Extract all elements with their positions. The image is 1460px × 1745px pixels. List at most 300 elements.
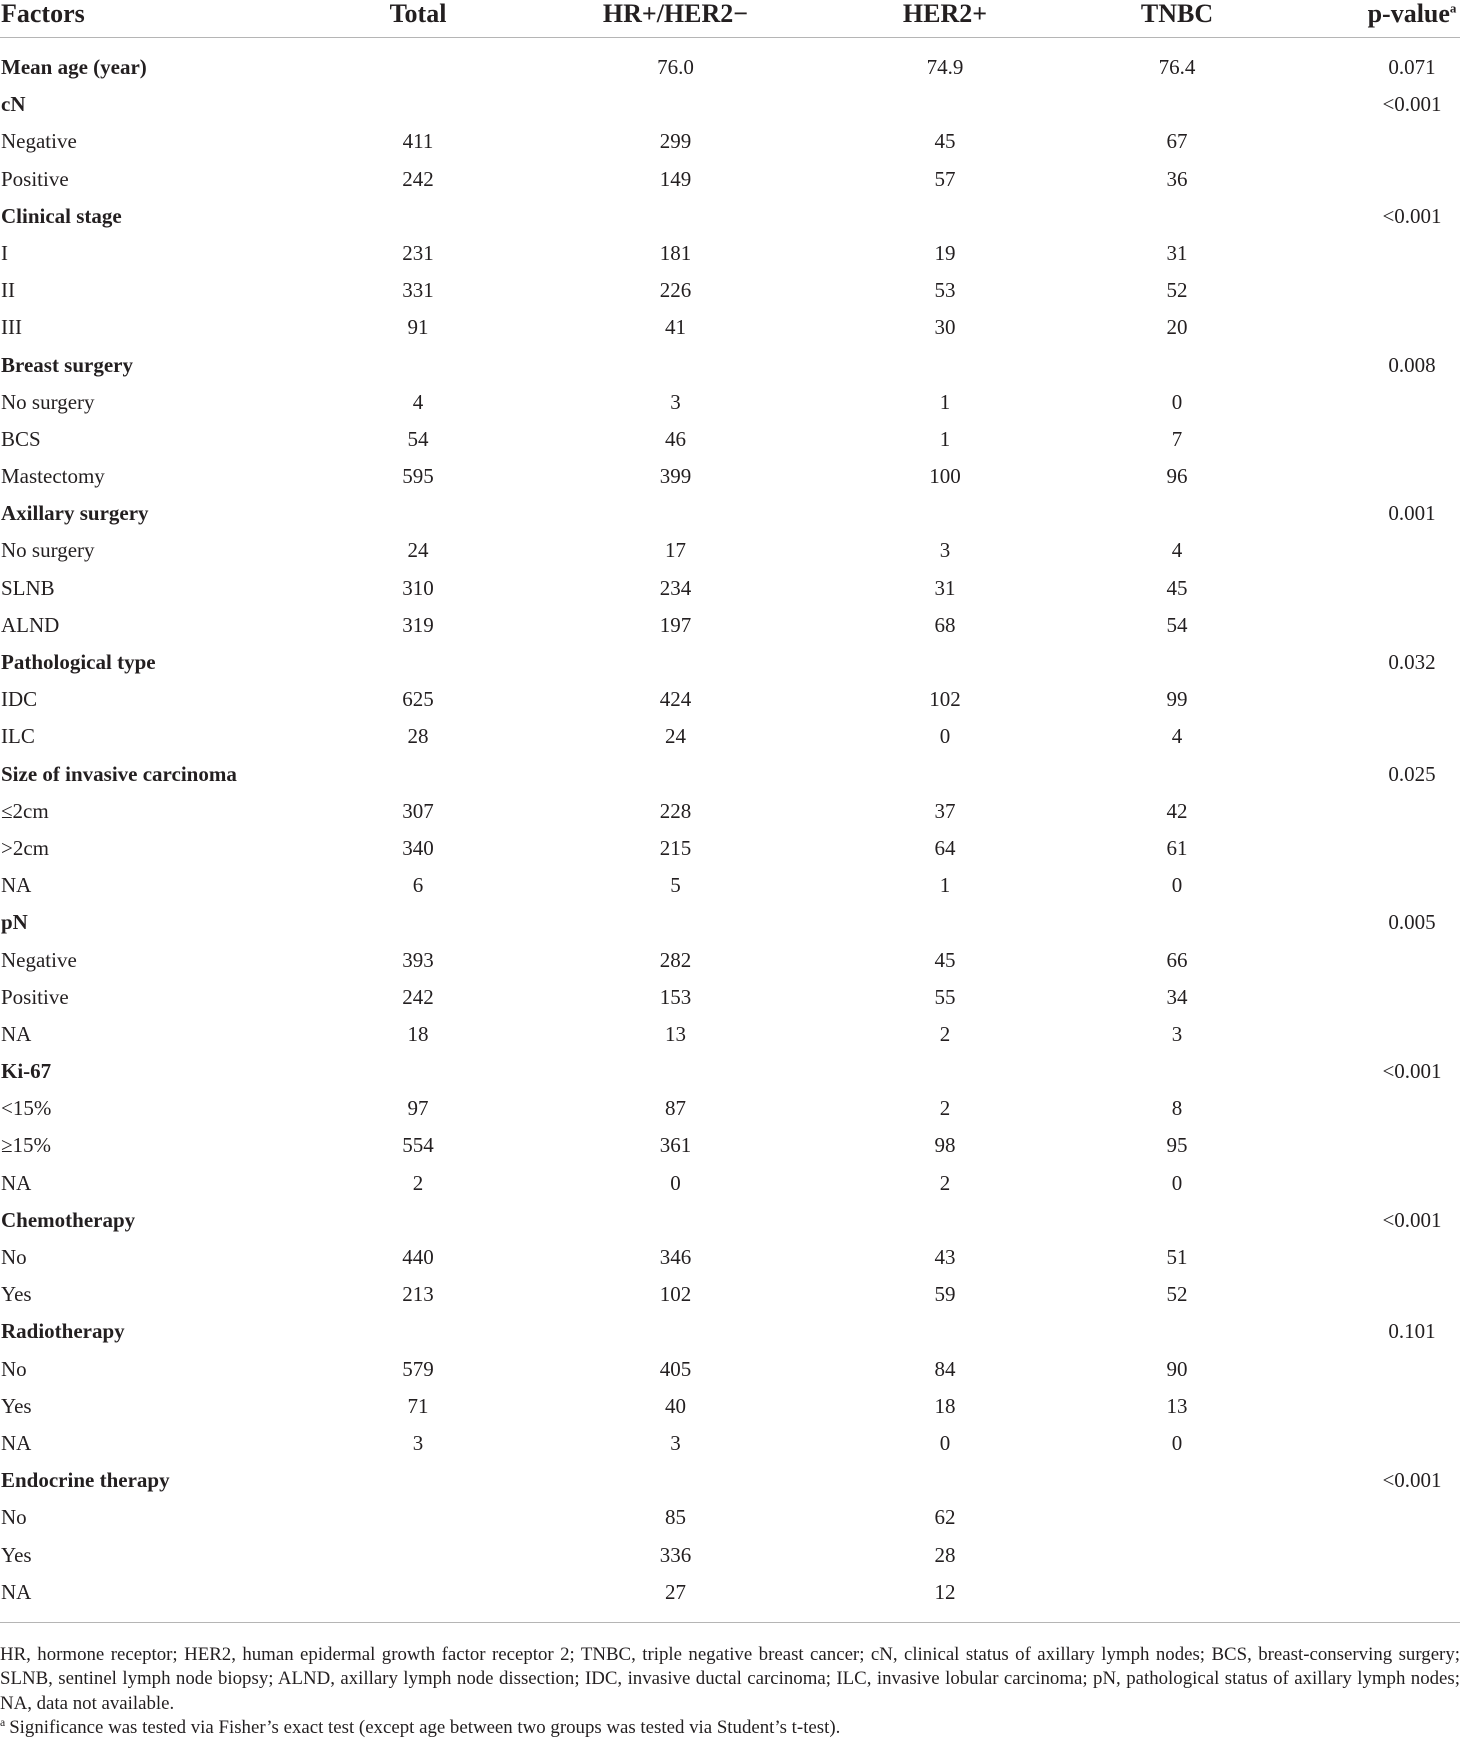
cell-total: 625 (402, 687, 434, 712)
cell-her2-pos (815, 1202, 1075, 1239)
cell-her2-pos: 0 (939, 724, 951, 749)
cell-total: 4 (412, 389, 424, 414)
cell-p-value (1279, 235, 1460, 272)
cell-tnbc: 0 (1171, 873, 1183, 898)
cell-total: 331 (402, 278, 434, 303)
table-group-row (0, 347, 1460, 384)
cell-p-value (1279, 272, 1460, 309)
cell-tnbc: 52 (1166, 278, 1188, 303)
table-row (0, 570, 1460, 607)
cell-p-value: 0.032 (1388, 650, 1436, 674)
cell-factor: NA (1, 1021, 32, 1046)
cell-hr-pos-her2-neg (536, 198, 815, 235)
cell-p-value (1279, 1090, 1460, 1127)
cell-tnbc: 31 (1166, 240, 1188, 265)
cell-hr-pos-her2-neg: 399 (659, 464, 692, 489)
cell-her2-pos (815, 198, 1075, 235)
cell-her2-pos: 68 (934, 612, 956, 637)
cell-hr-pos-her2-neg: 424 (659, 687, 692, 712)
cell-p-value (1279, 793, 1460, 830)
cell-her2-pos: 2 (939, 1096, 951, 1121)
cell-her2-pos (815, 644, 1075, 681)
cell-hr-pos-her2-neg: 149 (659, 166, 692, 191)
cell-factor: SLNB (1, 575, 55, 600)
cell-total (300, 198, 536, 235)
cell-her2-pos: 53 (934, 278, 956, 303)
cell-p-value (1279, 1499, 1460, 1536)
cell-total: 440 (402, 1245, 434, 1269)
cell-her2-pos: 18 (934, 1393, 956, 1418)
cell-her2-pos: 100 (929, 464, 961, 489)
cell-her2-pos: 2 (939, 1170, 951, 1195)
cell-hr-pos-her2-neg: 0 (670, 1170, 681, 1195)
footnote-text: Significance was tested via Fisher’s exact test (except age between two groups was tested via Student’s t-test). (9, 1717, 841, 1739)
cell-tnbc (1075, 1462, 1279, 1499)
cell-hr-pos-her2-neg: 197 (659, 612, 692, 637)
cell-her2-pos (815, 1313, 1075, 1350)
cell-her2-pos: 45 (934, 947, 956, 972)
column-header-her2-pos: HER2+ (902, 0, 988, 28)
cell-p-value: 0.001 (1388, 501, 1436, 526)
cell-hr-pos-her2-neg: 102 (659, 1282, 692, 1307)
cell-tnbc: 42 (1166, 798, 1188, 823)
cell-tnbc: 4 (1171, 724, 1183, 749)
cell-p-value (1279, 1425, 1460, 1462)
cell-her2-pos (815, 86, 1075, 123)
cell-tnbc (1075, 644, 1279, 681)
table-row (0, 1574, 1460, 1611)
cell-total: 393 (402, 947, 434, 972)
cell-factor: pN (1, 910, 28, 935)
cell-factor: >2cm (1, 835, 49, 860)
footnote-mark: a (0, 1715, 6, 1729)
cell-total: 242 (402, 166, 434, 191)
column-header-total: Total (389, 0, 447, 28)
cell-tnbc: 3 (1171, 1021, 1183, 1046)
table-row (0, 1499, 1460, 1536)
table-footnotes (0, 1643, 1460, 1741)
table-row (0, 830, 1460, 867)
cell-hr-pos-her2-neg: 87 (665, 1096, 686, 1121)
cell-hr-pos-her2-neg: 215 (659, 835, 692, 860)
cell-p-value (1279, 979, 1460, 1016)
cell-p-value (1279, 532, 1460, 569)
cell-tnbc (1075, 198, 1279, 235)
cell-hr-pos-her2-neg (536, 1313, 815, 1350)
cell-p-value (1279, 1165, 1460, 1202)
cell-tnbc: 66 (1166, 947, 1188, 972)
cell-factor: No (1, 1356, 27, 1381)
cell-tnbc (1075, 1313, 1279, 1350)
table-row (0, 384, 1460, 421)
cell-total (300, 1499, 536, 1536)
cell-her2-pos: 59 (934, 1282, 956, 1307)
cell-total: 319 (402, 612, 434, 637)
cell-her2-pos: 57 (934, 166, 956, 191)
cell-tnbc: 20 (1166, 315, 1188, 340)
cell-factor: BCS (1, 426, 41, 451)
cell-factor: Clinical stage (1, 203, 122, 228)
cell-hr-pos-her2-neg: 228 (659, 798, 692, 823)
cell-tnbc: 0 (1171, 1430, 1183, 1455)
cell-her2-pos (815, 1053, 1075, 1090)
table-row (0, 942, 1460, 979)
cell-hr-pos-her2-neg: 346 (659, 1245, 692, 1269)
cell-hr-pos-her2-neg: 17 (665, 538, 686, 563)
cell-her2-pos: 62 (934, 1505, 956, 1530)
table-row (0, 1239, 1460, 1276)
cell-p-value: <0.001 (1382, 1059, 1442, 1084)
cell-p-value (1279, 384, 1460, 421)
table-row (0, 979, 1460, 1016)
cell-tnbc (1075, 1202, 1279, 1239)
cell-her2-pos: 45 (934, 129, 956, 154)
cell-total: 2 (412, 1170, 424, 1195)
cell-hr-pos-her2-neg: 153 (659, 984, 692, 1009)
cell-p-value (1279, 718, 1460, 755)
cell-total: 91 (407, 315, 429, 340)
table-group-row (0, 1202, 1460, 1239)
cell-total: 307 (402, 798, 434, 823)
cell-her2-pos: 30 (934, 315, 956, 340)
cell-factor: <15% (1, 1096, 52, 1121)
cell-factor: cN (1, 92, 26, 117)
cell-factor: I (1, 240, 8, 265)
cell-hr-pos-her2-neg (536, 495, 815, 532)
cell-her2-pos (815, 1462, 1075, 1499)
cell-her2-pos: 1 (939, 426, 951, 451)
cell-hr-pos-her2-neg: 27 (665, 1579, 686, 1604)
cell-factor: Positive (1, 166, 69, 191)
cell-factor: ILC (1, 724, 35, 749)
cell-total: 3 (412, 1430, 424, 1455)
cell-tnbc: 54 (1166, 612, 1188, 637)
table-group-row (0, 86, 1460, 123)
cell-her2-pos: 1 (939, 873, 951, 898)
cell-hr-pos-her2-neg: 41 (665, 315, 686, 340)
cell-p-value (1279, 681, 1460, 718)
table-row (0, 123, 1460, 160)
cell-p-value (1279, 570, 1460, 607)
cell-total: 18 (407, 1021, 429, 1046)
table-group-row (0, 495, 1460, 532)
cell-hr-pos-her2-neg: 299 (659, 129, 692, 154)
table-row (0, 718, 1460, 755)
cell-hr-pos-her2-neg: 85 (665, 1505, 686, 1530)
cell-hr-pos-her2-neg (536, 904, 815, 941)
cell-tnbc: 45 (1166, 575, 1188, 600)
cell-factor: III (1, 315, 22, 340)
cell-hr-pos-her2-neg: 405 (659, 1356, 692, 1381)
cell-p-value: 0.071 (1388, 55, 1436, 79)
cell-total (300, 1462, 536, 1499)
table-row (0, 532, 1460, 569)
table-header-row (0, 0, 1460, 38)
cell-total: 231 (402, 240, 434, 265)
column-header-factors: Factors (1, 0, 85, 28)
cell-factor: Breast surgery (1, 352, 133, 377)
cell-p-value (1279, 458, 1460, 495)
cell-factor: Positive (1, 984, 69, 1009)
cell-factor: Negative (1, 129, 77, 154)
cell-total (300, 1537, 536, 1574)
cell-p-value (1279, 1016, 1460, 1053)
table-row (0, 309, 1460, 346)
cell-total: 97 (407, 1096, 429, 1121)
cell-her2-pos: 0 (939, 1430, 951, 1455)
cell-hr-pos-her2-neg: 24 (665, 724, 686, 749)
cell-total (300, 495, 536, 532)
table-group-row (0, 1053, 1460, 1090)
cell-factor: Radiotherapy (1, 1319, 125, 1344)
cell-p-value (1279, 1239, 1460, 1276)
cell-total: 242 (402, 984, 434, 1009)
cell-total (300, 1313, 536, 1350)
cell-tnbc: 96 (1166, 464, 1188, 489)
cell-tnbc (1075, 1537, 1279, 1574)
cell-her2-pos: 102 (929, 687, 961, 712)
cell-her2-pos: 2 (939, 1021, 951, 1046)
cell-tnbc: 34 (1166, 984, 1188, 1009)
cell-p-value (1279, 1537, 1460, 1574)
cell-her2-pos (815, 495, 1075, 532)
cell-her2-pos (815, 347, 1075, 384)
cell-total (300, 347, 536, 384)
cell-hr-pos-her2-neg: 40 (665, 1393, 686, 1418)
table-row (0, 607, 1460, 644)
cell-p-value: 0.005 (1388, 910, 1436, 935)
cell-total: 28 (407, 724, 429, 749)
table-group-row (0, 198, 1460, 235)
cell-her2-pos (815, 756, 1075, 793)
cell-total (300, 756, 536, 793)
cell-tnbc: 90 (1166, 1356, 1188, 1381)
cell-hr-pos-her2-neg (536, 756, 815, 793)
cell-factor: No (1, 1245, 27, 1269)
cell-her2-pos: 43 (934, 1245, 956, 1269)
cell-factor: Yes (1, 1393, 32, 1418)
cell-factor: Chemotherapy (1, 1207, 136, 1232)
cell-total: 310 (402, 575, 434, 600)
cell-tnbc: 52 (1166, 1282, 1188, 1307)
cell-factor: No surgery (1, 389, 95, 414)
cell-total (300, 1574, 536, 1611)
cell-p-value (1279, 830, 1460, 867)
cell-her2-pos: 64 (934, 835, 956, 860)
cell-total: 579 (402, 1356, 434, 1381)
cell-p-value (1279, 123, 1460, 160)
cell-her2-pos: 74.9 (926, 55, 964, 79)
cell-total: 595 (402, 464, 434, 489)
cell-her2-pos (815, 904, 1075, 941)
table-group-row (0, 1462, 1460, 1499)
table-body (0, 38, 1460, 1623)
column-header-hr-pos-her2-neg: HR+/HER2− (602, 0, 749, 28)
column-header-tnbc: TNBC (1140, 0, 1214, 28)
table-row (0, 1537, 1460, 1574)
cell-tnbc (1075, 904, 1279, 941)
cell-factor: Ki-67 (1, 1059, 52, 1084)
cell-her2-pos: 12 (934, 1579, 956, 1604)
cell-hr-pos-her2-neg (536, 644, 815, 681)
cell-hr-pos-her2-neg: 282 (659, 947, 692, 972)
cell-tnbc: 61 (1166, 835, 1188, 860)
cell-p-value (1279, 421, 1460, 458)
cell-factor: Endocrine therapy (1, 1468, 170, 1493)
cell-p-value (1279, 1351, 1460, 1388)
cell-factor: Negative (1, 947, 77, 972)
cell-total: 54 (407, 426, 429, 451)
cell-p-value: <0.001 (1382, 1207, 1442, 1232)
cell-factor: NA (1, 1430, 32, 1455)
cell-p-value (1279, 607, 1460, 644)
cell-hr-pos-her2-neg: 361 (659, 1133, 692, 1158)
cell-hr-pos-her2-neg (536, 1462, 815, 1499)
cell-total: 411 (402, 129, 434, 154)
cell-hr-pos-her2-neg (536, 347, 815, 384)
table-row (0, 793, 1460, 830)
cell-total: 554 (402, 1133, 434, 1158)
cell-total (300, 1053, 536, 1090)
cell-tnbc: 13 (1166, 1393, 1188, 1418)
table-row (0, 1090, 1460, 1127)
cell-tnbc (1075, 1499, 1279, 1536)
cell-tnbc (1075, 495, 1279, 532)
cell-p-value (1279, 309, 1460, 346)
cell-tnbc: 95 (1166, 1133, 1188, 1158)
table-footnote-abbreviations: HR, hormone receptor; HER2, human epidermal growth factor receptor 2; TNBC, triple negative breast cancer; cN, clinical status of axillary lymph nodes; BCS, breast-conserving surgery; SLNB, sentinel lymph node biopsy; ALND, axillary lymph node dissection; IDC, invasive ductal carcinoma; ILC, invasive lobular carcinoma; pN, pathological status of axillary lymph nodes; NA, data not available. (0, 1643, 1460, 1714)
cell-tnbc: 51 (1166, 1245, 1188, 1269)
cell-total (300, 644, 536, 681)
cell-tnbc (1075, 756, 1279, 793)
table-row (0, 421, 1460, 458)
cell-factor: Size of invasive carcinoma (1, 761, 237, 786)
p-value-label: p-value (1367, 0, 1450, 28)
cell-factor: Yes (1, 1542, 32, 1567)
cell-hr-pos-her2-neg: 76.0 (657, 55, 694, 79)
cell-tnbc (1075, 1574, 1279, 1611)
cell-hr-pos-her2-neg: 336 (659, 1542, 692, 1567)
cell-her2-pos: 1 (939, 389, 951, 414)
cell-tnbc (1075, 1053, 1279, 1090)
cell-hr-pos-her2-neg: 234 (659, 575, 692, 600)
table-group-row (0, 49, 1460, 86)
cell-factor: No surgery (1, 538, 95, 563)
cell-p-value: <0.001 (1382, 1468, 1442, 1493)
cell-total (300, 86, 536, 123)
cell-tnbc: 99 (1166, 687, 1188, 712)
cell-tnbc: 0 (1171, 389, 1183, 414)
cell-factor: NA (1, 1170, 32, 1195)
cell-hr-pos-her2-neg (536, 86, 815, 123)
table-group-row (0, 644, 1460, 681)
table-row (0, 235, 1460, 272)
cell-total (300, 49, 536, 86)
cell-tnbc (1075, 86, 1279, 123)
cell-hr-pos-her2-neg (536, 1202, 815, 1239)
cell-factor: Yes (1, 1282, 32, 1307)
cell-her2-pos: 31 (934, 575, 956, 600)
table-group-row (0, 904, 1460, 941)
table-row (0, 1425, 1460, 1462)
cell-factor: II (1, 278, 15, 303)
cell-hr-pos-her2-neg: 13 (665, 1021, 686, 1046)
cell-factor: Axillary surgery (1, 501, 149, 526)
cell-factor: NA (1, 873, 32, 898)
cell-hr-pos-her2-neg (536, 1053, 815, 1090)
cell-p-value: 0.008 (1388, 352, 1436, 377)
cell-hr-pos-her2-neg: 46 (665, 426, 686, 451)
cell-hr-pos-her2-neg: 181 (659, 240, 692, 265)
table-row (0, 1165, 1460, 1202)
table-row (0, 1388, 1460, 1425)
cell-tnbc: 4 (1171, 538, 1183, 563)
cell-factor: No (1, 1505, 27, 1530)
footnote-mark: a (1449, 0, 1457, 16)
cell-p-value (1279, 942, 1460, 979)
cell-total: 24 (407, 538, 429, 563)
cell-p-value (1279, 161, 1460, 198)
cell-p-value (1279, 1276, 1460, 1313)
cell-p-value: <0.001 (1382, 92, 1442, 117)
cell-her2-pos: 55 (934, 984, 956, 1009)
cell-factor: ≤2cm (1, 798, 49, 823)
cell-her2-pos: 84 (934, 1356, 956, 1381)
cell-p-value (1279, 1574, 1460, 1611)
cell-her2-pos: 98 (934, 1133, 956, 1158)
cell-p-value (1279, 867, 1460, 904)
cell-hr-pos-her2-neg: 3 (670, 1430, 681, 1455)
cell-p-value: <0.001 (1382, 203, 1442, 228)
table-row (0, 1351, 1460, 1388)
table-group-row (0, 756, 1460, 793)
cell-total (300, 904, 536, 941)
table-row (0, 1016, 1460, 1053)
cell-hr-pos-her2-neg: 226 (659, 278, 692, 303)
cell-p-value: 0.101 (1388, 1319, 1436, 1344)
cell-tnbc: 7 (1171, 426, 1183, 451)
cell-her2-pos: 19 (934, 240, 956, 265)
table-row (0, 272, 1460, 309)
cell-tnbc: 36 (1166, 166, 1188, 191)
cell-tnbc: 0 (1171, 1170, 1183, 1195)
table-footnote-significance (0, 1716, 1460, 1740)
cell-her2-pos: 3 (939, 538, 951, 563)
table-row (0, 1127, 1460, 1164)
cell-total: 71 (407, 1393, 429, 1418)
cell-p-value (1279, 1127, 1460, 1164)
cell-factor: NA (1, 1579, 32, 1604)
cell-factor: ALND (1, 612, 60, 637)
cell-factor: ≥15% (1, 1133, 52, 1158)
table-row (0, 458, 1460, 495)
cell-factor: Pathological type (1, 650, 156, 674)
cell-factor: Mastectomy (1, 464, 105, 489)
cell-p-value (1279, 1388, 1460, 1425)
cell-tnbc: 67 (1166, 129, 1188, 154)
cell-total: 6 (412, 873, 424, 898)
cell-p-value: 0.025 (1388, 761, 1436, 786)
cell-factor: IDC (1, 687, 38, 712)
table-row (0, 681, 1460, 718)
cell-her2-pos: 28 (934, 1542, 956, 1567)
cell-tnbc: 8 (1171, 1096, 1183, 1121)
cell-hr-pos-her2-neg: 5 (670, 873, 681, 898)
cell-total (300, 1202, 536, 1239)
cell-hr-pos-her2-neg: 3 (670, 389, 681, 414)
column-header-p-value (1279, 0, 1460, 37)
cell-tnbc (1075, 347, 1279, 384)
